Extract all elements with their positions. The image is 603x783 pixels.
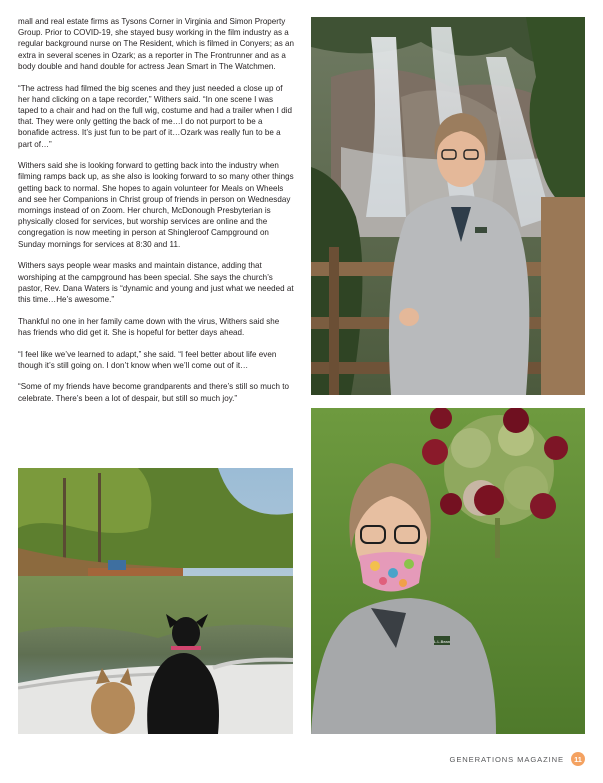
photo-woman-with-mask-and-flowers [311,408,585,734]
article-paragraph: mall and real estate firms as Tysons Corner in Virginia and Simon Property Group. Prior to COVID-19, she stayed busy working in the film industry as a regular background nurse on The Resident, which is filmed in Conyers; as an extra in several scenes in Ozark; as a reporter in The Frontrunner and as a body double and hand double for actress Jean Smart in The Watchmen. [18,17,294,71]
article-paragraph: Withers says people wear masks and maintain distance, adding that worshiping at the campground has been special. She says the church’s pastor, Rev. Dana Waters is “dynamic and young and just what we needed at this time…He’s awesome.” [18,261,294,304]
article-paragraph: Thankful no one in her family came down with the virus, Withers said she has friends who did get it. She is hopeful for better days ahead. [18,316,280,337]
page-number-badge: 11 [571,752,585,766]
svg-text:L.L.Bean: L.L.Bean [433,639,451,644]
article-paragraph: “Some of my friends have become grandparents and there’s still so much to celebrate. There’s been a lot of despair, but still so much joy.” [18,382,290,403]
article-paragraph: Withers said she is looking forward to getting back into the industry when filming ramps back up, as she also is looking forward to so many other things getting back to normal. She hopes to again volunteer for Meals on Wheels and see her Companions in Christ group of friends in person on Wednesday mornings instead of on Zoom. Her church, McDonough Presbyterian is physically closed for services, but worship services are online and the congregation is now meeting in person at Shingleroof Campground on Sunday mornings for services at 8:30 and 11. [18,161,294,249]
article-text-column [18,16,294,414]
page-footer [450,752,585,766]
photo-lake-with-dogs [18,468,293,734]
article-paragraph: “I feel like we’ve learned to adapt,” she said. “I feel better about life even though it’s still going on. I don’t know when we’ll come out of it… [18,349,277,370]
photo-woman-at-waterfall [311,17,585,395]
magazine-name: GENERATIONS MAGAZINE [449,754,564,764]
article-paragraph: “The actress had filmed the big scenes and they just needed a close up of her hand clicking on a tape recorder,” Withers said. “In one scene I was taped to a chair and had on the full wig, costume and had a trailer when I did that. They were only getting the back of me…I do not purport to be a bonafide actress. It’s just fun to be part of it…Ozark was really fun to be a part of…” [18,83,292,149]
